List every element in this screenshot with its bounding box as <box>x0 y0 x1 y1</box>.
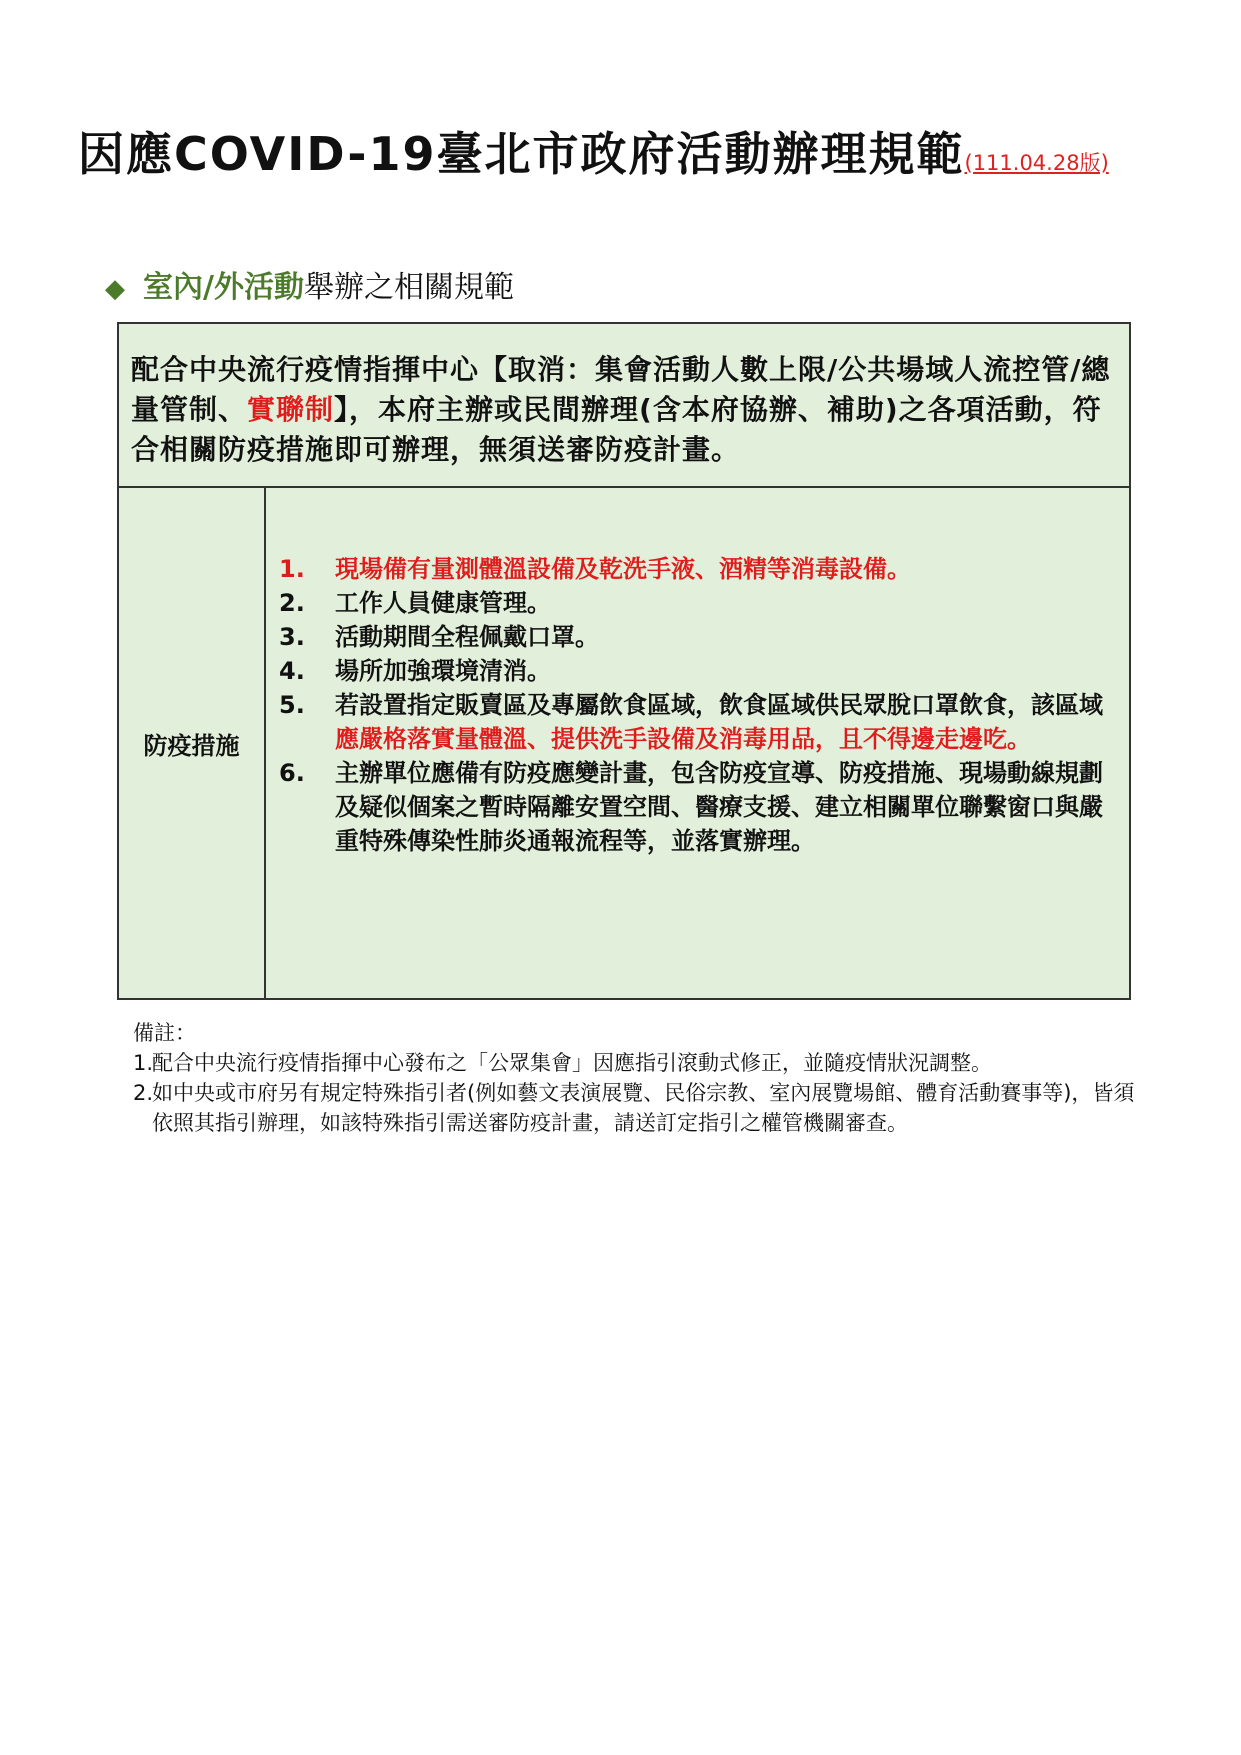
measures-list <box>279 552 1115 858</box>
measure-number: 6. <box>279 759 305 787</box>
summary-part1: 配合中央流行疫情指揮中心【取消：集會活動人數上限/公共場域人流控管/總量管制、 <box>131 353 1111 426</box>
rules-table <box>117 322 1131 1000</box>
measure-item <box>279 654 1115 688</box>
note-number: 1. <box>133 1051 154 1075</box>
summary-part2: 】，本府主辦或民間辦理(含本府協辦、補助)之各項活動，符合相關防疫措施即可辦理，無須送審防疫計畫。 <box>131 393 1102 466</box>
measure-text: 工作人員健康管理。 <box>335 589 551 617</box>
section-heading <box>105 262 514 306</box>
section-title-rest: 舉辦之相關規範 <box>303 270 514 305</box>
summary-highlight: 實聯制 <box>247 393 335 426</box>
version-label: (111.04.28版) <box>964 151 1109 175</box>
measure-text: 活動期間全程佩戴口罩。 <box>335 623 599 651</box>
measure-text: 現場備有量測體溫設備及乾洗手液、酒精等消毒設備。 <box>335 555 911 583</box>
notes-heading: 備註： <box>133 1021 196 1045</box>
measure-item <box>279 620 1115 654</box>
page-title <box>78 118 1109 184</box>
measure-text: 場所加強環境清消。 <box>335 657 551 685</box>
measure-text-part: 若設置指定販賣區及專屬飲食區域，飲食區域供民眾脫口罩飲食，該區域 <box>335 691 1103 719</box>
diamond-icon: ◆ <box>105 274 125 304</box>
measure-text-highlight: 應嚴格落實量體溫、提供洗手設備及消毒用品，且不得邊走邊吃。 <box>335 725 1031 753</box>
measures-label: 防疫措施 <box>119 488 266 998</box>
note-item <box>133 1078 1141 1138</box>
measure-number: 4. <box>279 657 305 685</box>
note-text: 配合中央流行疫情指揮中心發布之「公眾集會」因應指引滾動式修正，並隨疫情狀況調整。 <box>152 1051 992 1075</box>
note-text: 如中央或市府另有規定特殊指引者(例如藝文表演展覽、民俗宗教、室內展覽場館、體育活動賽事等)，皆須依照其指引辦理，如該特殊指引需送審防疫計畫，請送訂定指引之權管機關審查。 <box>152 1081 1135 1135</box>
summary-text <box>119 324 1129 488</box>
measure-number: 5. <box>279 691 305 719</box>
measure-number: 1. <box>279 555 305 583</box>
measure-text: 主辦單位應備有防疫應變計畫，包含防疫宣導、防疫措施、現場動線規劃及疑似個案之暫時隔離安置空間、醫療支援、建立相關單位聯繫窗口與嚴重特殊傳染性肺炎通報流程等，並落實辦理。 <box>335 759 1103 855</box>
measure-number: 3. <box>279 623 305 651</box>
measure-item <box>279 586 1115 620</box>
notes-section <box>133 1018 1141 1138</box>
measure-number: 2. <box>279 589 305 617</box>
note-item <box>133 1048 1141 1078</box>
title-main: 因應COVID-19臺北市政府活動辦理規範 <box>78 127 965 181</box>
measure-item <box>279 688 1115 756</box>
section-title-highlight: 室內/外活動 <box>143 270 304 305</box>
measure-item <box>279 552 1115 586</box>
measure-item <box>279 756 1115 858</box>
note-number: 2. <box>133 1081 154 1105</box>
measure-text <box>335 688 1115 756</box>
